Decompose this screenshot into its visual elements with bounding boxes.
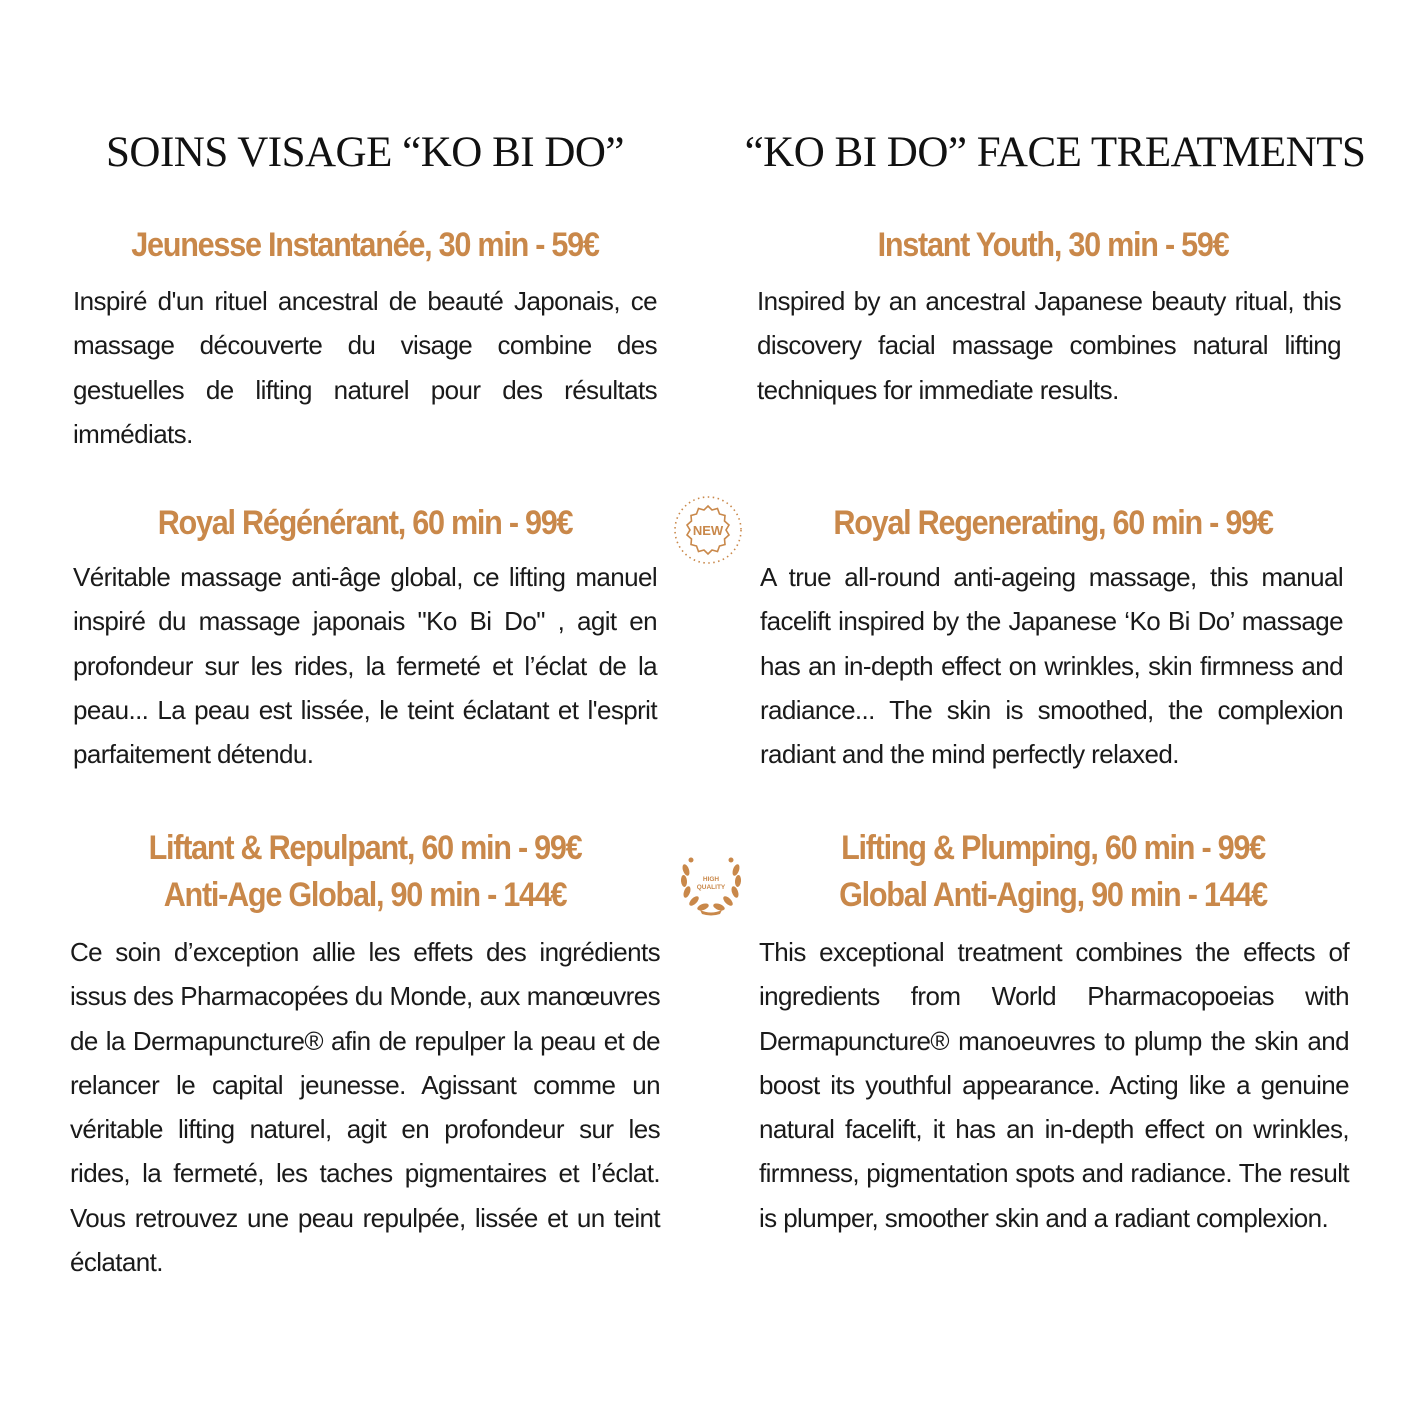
treatment-1-heading-en: Instant Youth, 30 min - 59€: [877, 226, 1229, 264]
svg-text:NEW: NEW: [692, 523, 724, 538]
laurel-wreath-icon: [676, 848, 746, 918]
title-en: “KO BI DO” FACE TREATMENTS: [744, 129, 1366, 176]
treatment-1-description-en: Inspired by an ancestral Japanese beauty ritual, this discovery facial massage combines natural lifting techniques for immediate results.: [757, 286, 1341, 405]
svg-text:QUALITY: QUALITY: [696, 884, 726, 891]
treatment-3-heading2-en: Global Anti-Aging, 90 min - 144€: [839, 876, 1267, 914]
treatment-2-heading-fr: Royal Régénérant, 60 min - 99€: [157, 504, 573, 542]
new-badge-icon: [672, 494, 744, 566]
treatment-3-heading-fr: Liftant & Repulpant, 60 min - 99€: [148, 829, 582, 867]
title-fr: SOINS VISAGE “KO BI DO”: [105, 129, 625, 176]
treatment-3-description-fr: Ce soin d’exception allie les effets des ingrédients issus des Pharmacopées du Monde, aux manœuvres de la Dermapuncture® afin de repulper la peau et de relancer le capital jeunesse. Agissant comme un véritable lifting naturel, agit en profondeur sur les rides, la fermeté, les taches pigmentaires et l’éclat. Vous retrouvez une peau repulpée, lissée et un teint éclatant.: [70, 937, 660, 1278]
treatment-2-heading-en: Royal Regenerating, 60 min - 99€: [833, 504, 1273, 542]
treatment-2-description-en: A true all-round anti-ageing massage, this manual facelift inspired by the Japanese ‘Ko Bi Do’ massage has an in-depth effect on wrinkles, skin firmness and radiance... The skin is smoothed, the complexion radiant and the mind perfectly relaxed.: [760, 562, 1343, 770]
treatment-1-heading-fr: Jeunesse Instantanée, 30 min - 59€: [131, 226, 599, 264]
treatment-2-description-fr: Véritable massage anti-âge global, ce lifting manuel inspiré du massage japonais "Ko Bi Do" , agit en profondeur sur les rides, la fermeté et l’éclat de la peau... La peau est lissée, le teint éclatant et l'esprit parfaitement détendu.: [73, 562, 657, 770]
treatment-3-heading-en: Lifting & Plumping, 60 min - 99€: [841, 829, 1265, 867]
svg-text:HIGH: HIGH: [702, 876, 720, 883]
treatment-1-description-fr: Inspiré d'un rituel ancestral de beauté Japonais, ce massage découverte du visage combine des gestuelles de lifting naturel pour des résultats immédiats.: [73, 286, 657, 449]
treatment-3-heading2-fr: Anti-Age Global, 90 min - 144€: [163, 876, 567, 914]
treatment-3-description-en: This exceptional treatment combines the effects of ingredients from World Pharmacopoeias with Dermapuncture® manoeuvres to plump the skin and boost its youthful appearance. Acting like a genuine natural facelift, it has an in-depth effect on wrinkles, firmness, pigmentation spots and radiance. The result is plumper, smoother skin and a radiant complexion.: [759, 937, 1349, 1233]
